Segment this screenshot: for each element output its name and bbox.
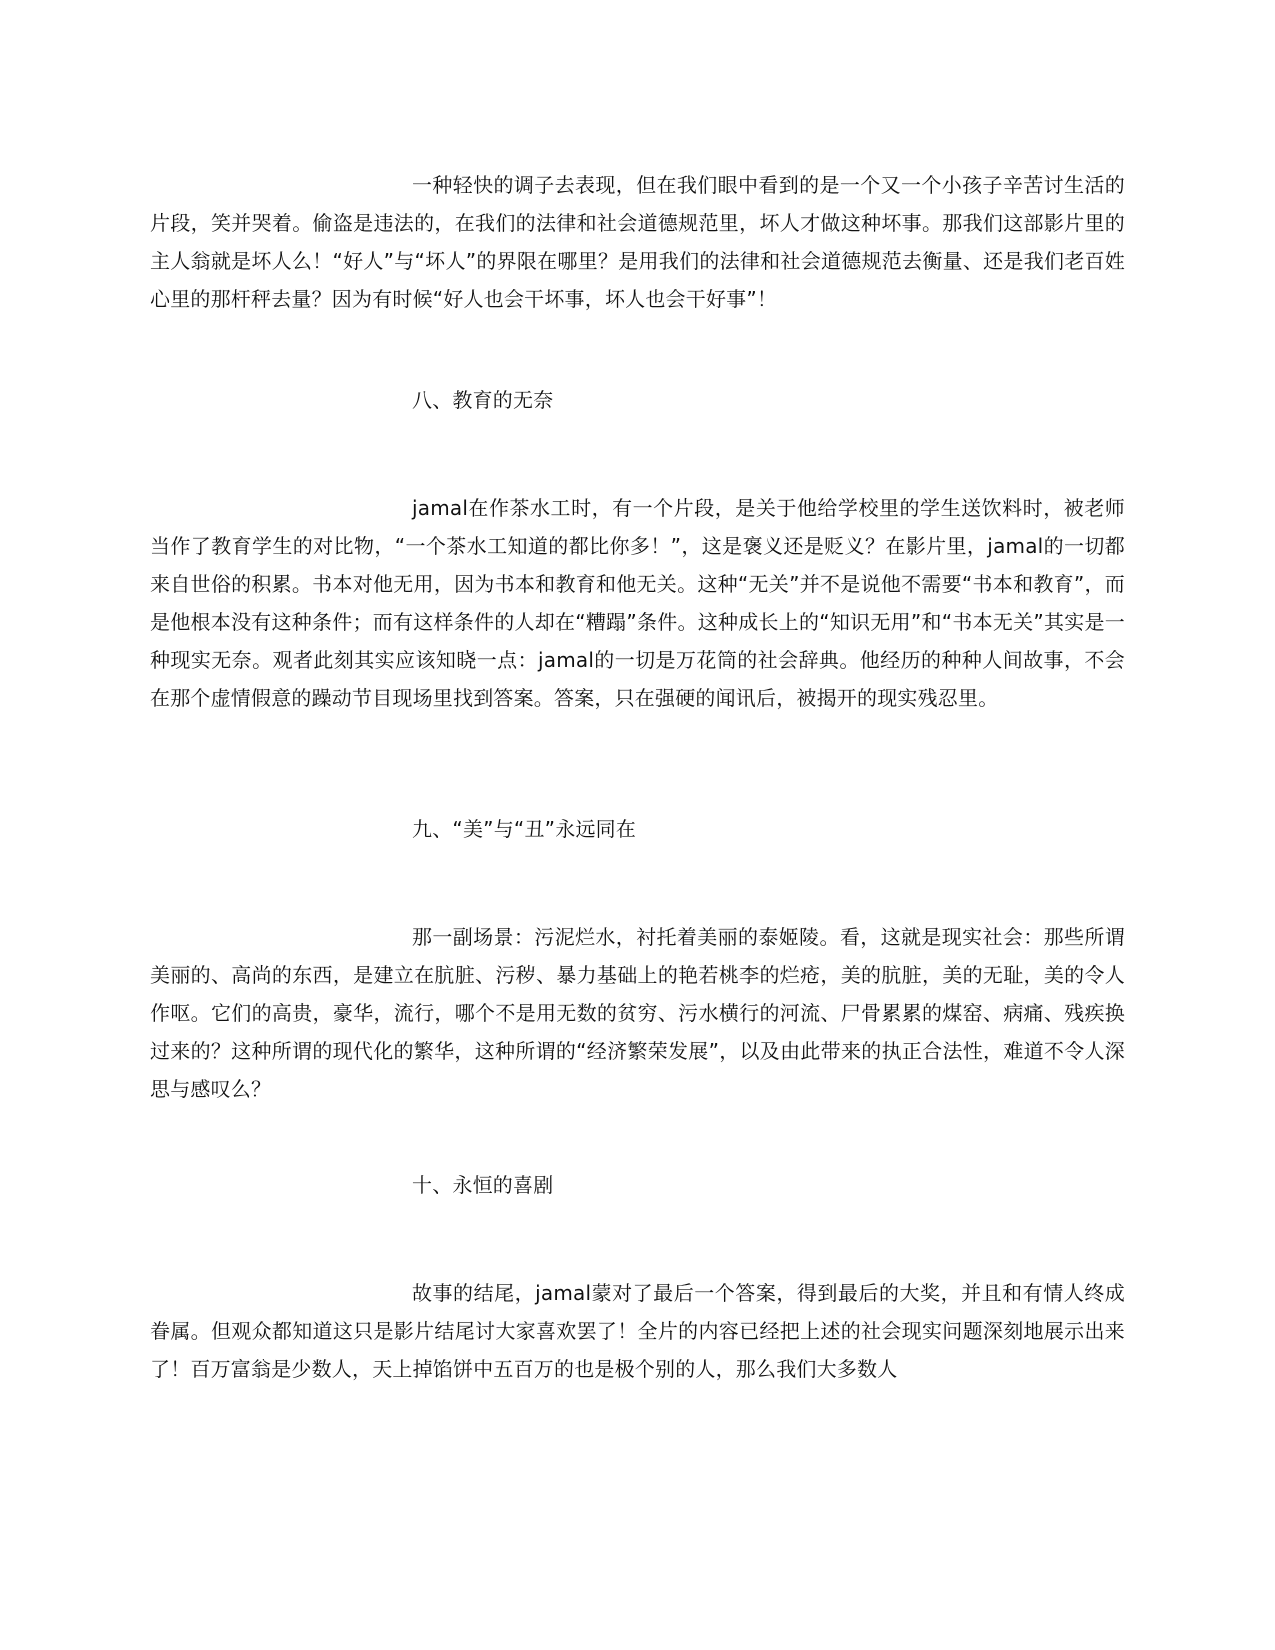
section-heading-9: 九、“美”与“丑”永远同在 <box>412 817 637 841</box>
paragraph-8: jamal在作茶水工时，有一个片段，是关于他给学校里的学生送饮料时，被老师当作了教育学生的对比物，“一个茶水工知道的都比你多！”，这是褒义还是贬义？在影片里，jamal的一切都来自世俗的积累。书本对他无用，因为书本和教育和他无关。这种“无关”并不是说他不需要“书本和教育”，而是他根本没有这种条件；而有这样条件的人却在“糟蹋”条件。这种成长上的“知识无用”和“书本无关”其实是一种现实无奈。观者此刻其实应该知晓一点：jamal的一切是万花筒的社会辞典。他经历的种种人间故事，不会在那个虚情假意的躁动节目现场里找到答案。答案，只在强硬的闻讯后，被揭开的现实残忍里。 <box>150 496 1125 710</box>
paragraph-10: 故事的结尾，jamal蒙对了最后一个答案，得到最后的大奖，并且和有情人终成眷属。但观众都知道这只是影片结尾讨大家喜欢罢了！全片的内容已经把上述的社会现实问题深刻地展示出来了！百万富翁是少数人，天上掉馅饼中五百万的也是极个别的人，那么我们大多数人 <box>150 1281 1125 1381</box>
section-heading-10: 十、永恒的喜剧 <box>412 1173 554 1197</box>
paragraph-1: 一种轻快的调子去表现，但在我们眼中看到的是一个又一个小孩子辛苦讨生活的片段，笑并哭着。偷盗是违法的，在我们的法律和社会道德规范里，坏人才做这种坏事。那我们这部影片里的主人翁就是坏人么！“好人”与“坏人”的界限在哪里？是用我们的法律和社会道德规范去衡量、还是我们老百姓心里的那杆秤去量？因为有时候“好人也会干坏事，坏人也会干好事”！ <box>150 173 1125 311</box>
section-heading-8: 八、教育的无奈 <box>412 388 554 412</box>
paragraph-9: 那一副场景：污泥烂水，衬托着美丽的泰姬陵。看，这就是现实社会：那些所谓美丽的、高尚的东西，是建立在肮脏、污秽、暴力基础上的艳若桃李的烂疮，美的肮脏，美的无耻，美的令人作呕。它们的高贵，豪华，流行，哪个不是用无数的贫穷、污水横行的河流、尸骨累累的煤窑、病痛、残疾换过来的？这种所谓的现代化的繁华，这种所谓的“经济繁荣发展”，以及由此带来的执正合法性，难道不令人深思与感叹么？ <box>150 925 1125 1101</box>
